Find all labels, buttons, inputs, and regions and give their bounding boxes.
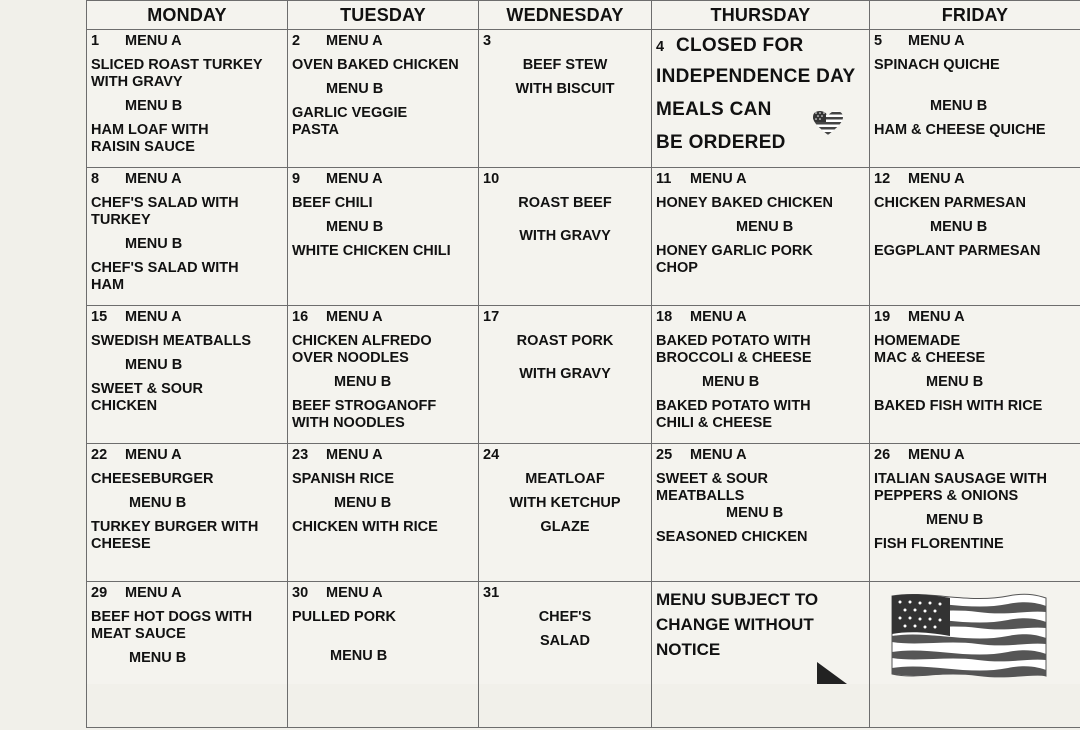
day-cell	[870, 30, 1080, 168]
menu-b-item: WHITE CHICKEN CHILI	[292, 243, 474, 260]
day-number: 23	[292, 447, 326, 464]
menu-b-item: PASTA	[292, 122, 474, 139]
notice-line: NOTICE	[656, 637, 865, 662]
menu-a-item: TURKEY	[91, 212, 283, 229]
day-cell	[652, 582, 870, 728]
menu-a-item: SLICED ROAST TURKEY	[91, 57, 283, 74]
meal-line: SALAD	[483, 633, 647, 650]
day-number: 22	[91, 447, 125, 464]
notice-line: MENU SUBJECT TO	[656, 587, 865, 612]
menu-a-label: MENU A	[125, 447, 182, 463]
menu-b-label: MENU B	[292, 374, 474, 391]
menu-b-label: MENU B	[656, 374, 865, 391]
menu-b-item: BAKED POTATO WITH	[656, 398, 865, 415]
day-number: 29	[91, 585, 125, 602]
menu-a-label: MENU A	[690, 309, 747, 325]
menu-a-label: MENU A	[326, 447, 383, 463]
menu-b-item: CHOP	[656, 260, 865, 277]
holiday-line: BE ORDERED	[656, 130, 865, 155]
day-cell	[870, 306, 1080, 444]
day-number: 24	[483, 447, 517, 464]
menu-b-item: BAKED FISH WITH RICE	[874, 398, 1076, 415]
day-cell	[479, 168, 652, 306]
header-monday: MONDAY	[87, 1, 288, 30]
notice-line: CHANGE WITHOUT	[656, 612, 865, 637]
day-cell	[288, 306, 479, 444]
menu-a-item: SWEDISH MEATBALLS	[91, 333, 283, 350]
day-cell	[288, 168, 479, 306]
day-cell	[87, 582, 288, 728]
menu-b-label: MENU B	[91, 357, 283, 374]
menu-b-label: MENU B	[874, 374, 1076, 391]
menu-b-item: SEASONED CHICKEN	[656, 529, 865, 546]
menu-b-label: MENU B	[91, 236, 283, 253]
menu-a-label: MENU A	[326, 33, 383, 49]
menu-b-item: HAM LOAF WITH	[91, 122, 283, 139]
day-number: 19	[874, 309, 908, 326]
pencil-tip-icon	[817, 654, 857, 684]
american-flag-icon	[888, 590, 1048, 680]
menu-a-item: CHICKEN ALFREDO	[292, 333, 474, 350]
holiday-line: CLOSED FOR	[676, 35, 804, 56]
menu-a-item: SWEET & SOUR	[656, 471, 865, 488]
day-cell	[87, 30, 288, 168]
day-number: 26	[874, 447, 908, 464]
menu-b-item: BEEF STROGANOFF	[292, 398, 474, 415]
menu-b-label: MENU B	[656, 219, 865, 236]
menu-a-item: SPANISH RICE	[292, 471, 474, 488]
menu-b-label: MENU B	[91, 98, 283, 115]
menu-b-label: MENU B	[292, 495, 474, 512]
header-friday: FRIDAY	[870, 1, 1080, 30]
day-number: 30	[292, 585, 326, 602]
menu-b-item: CHEF'S SALAD WITH	[91, 260, 283, 277]
day-number: 4	[656, 35, 676, 60]
menu-b-item: CHILI & CHEESE	[656, 415, 865, 432]
menu-a-item: PULLED PORK	[292, 609, 474, 626]
menu-a-label: MENU A	[908, 447, 965, 463]
day-number: 16	[292, 309, 326, 326]
menu-a-item: CHICKEN PARMESAN	[874, 195, 1076, 212]
meal-line: WITH KETCHUP	[483, 495, 647, 512]
day-number: 2	[292, 33, 326, 50]
menu-a-item: BEEF HOT DOGS WITH	[91, 609, 283, 626]
holiday-line: INDEPENDENCE DAY	[656, 64, 865, 89]
menu-b-label: MENU B	[292, 81, 474, 98]
day-cell	[479, 30, 652, 168]
menu-b-item: CHICKEN WITH RICE	[292, 519, 474, 536]
menu-a-item: HONEY BAKED CHICKEN	[656, 195, 865, 212]
menu-a-item: CHEF'S SALAD WITH	[91, 195, 283, 212]
day-number: 31	[483, 585, 517, 602]
meal-line: WITH GRAVY	[483, 228, 647, 245]
day-number: 9	[292, 171, 326, 188]
menu-b-item: RAISIN SAUCE	[91, 139, 283, 156]
menu-a-item: BEEF CHILI	[292, 195, 474, 212]
day-cell	[288, 582, 479, 728]
menu-b-label: MENU B	[91, 650, 283, 667]
day-number: 1	[91, 33, 125, 50]
menu-b-label: MENU B	[292, 648, 474, 665]
meal-line: MEATLOAF	[483, 471, 647, 488]
day-cell	[870, 582, 1080, 728]
header-thursday: THURSDAY	[652, 1, 870, 30]
menu-a-label: MENU A	[125, 585, 182, 601]
menu-calendar	[86, 0, 1080, 728]
menu-b-label: MENU B	[874, 219, 1076, 236]
day-cell	[652, 444, 870, 582]
day-number: 10	[483, 171, 517, 188]
header-tuesday: TUESDAY	[288, 1, 479, 30]
menu-b-label: MENU B	[292, 219, 474, 236]
day-cell	[870, 444, 1080, 582]
day-number: 17	[483, 309, 517, 326]
day-cell	[288, 444, 479, 582]
menu-a-item: SPINACH QUICHE	[874, 57, 1076, 74]
day-cell	[652, 306, 870, 444]
day-cell	[87, 444, 288, 582]
day-cell	[652, 168, 870, 306]
menu-b-item: TURKEY BURGER WITH	[91, 519, 283, 536]
menu-b-item: HAM	[91, 277, 283, 294]
menu-a-item: BAKED POTATO WITH	[656, 333, 865, 350]
meal-line: WITH GRAVY	[483, 366, 647, 383]
menu-a-item: HOMEMADE	[874, 333, 1076, 350]
day-cell	[288, 30, 479, 168]
menu-a-label: MENU A	[125, 33, 182, 49]
menu-a-item: PEPPERS & ONIONS	[874, 488, 1076, 505]
day-cell	[87, 306, 288, 444]
meal-line: BEEF STEW	[483, 57, 647, 74]
day-number: 15	[91, 309, 125, 326]
menu-b-label: MENU B	[91, 495, 283, 512]
meal-line: GLAZE	[483, 519, 647, 536]
day-cell	[479, 582, 652, 728]
week-row	[87, 444, 1080, 582]
menu-a-item: CHEESEBURGER	[91, 471, 283, 488]
menu-a-label: MENU A	[908, 171, 965, 187]
holiday-line: MEALS CAN	[656, 97, 865, 122]
menu-a-item: OVER NOODLES	[292, 350, 474, 367]
menu-a-item: MEATBALLS	[656, 488, 865, 505]
day-cell	[652, 30, 870, 168]
header-wednesday: WEDNESDAY	[479, 1, 652, 30]
heart-flag-icon	[812, 110, 844, 136]
menu-b-item: GARLIC VEGGIE	[292, 105, 474, 122]
week-row	[87, 30, 1080, 168]
menu-a-label: MENU A	[125, 309, 182, 325]
menu-a-item: MAC & CHEESE	[874, 350, 1076, 367]
menu-a-label: MENU A	[690, 447, 747, 463]
week-row	[87, 168, 1080, 306]
menu-a-item: BROCCOLI & CHEESE	[656, 350, 865, 367]
week-row	[87, 582, 1080, 728]
menu-a-item: WITH GRAVY	[91, 74, 283, 91]
menu-b-label: MENU B	[656, 505, 865, 522]
menu-a-label: MENU A	[125, 171, 182, 187]
menu-a-label: MENU A	[690, 171, 747, 187]
menu-a-item: ITALIAN SAUSAGE WITH	[874, 471, 1076, 488]
day-cell	[870, 168, 1080, 306]
menu-b-item: CHEESE	[91, 536, 283, 553]
menu-b-item: CHICKEN	[91, 398, 283, 415]
week-row	[87, 306, 1080, 444]
day-number: 18	[656, 309, 690, 326]
menu-a-item: OVEN BAKED CHICKEN	[292, 57, 474, 74]
weekday-header-row	[87, 1, 1080, 30]
day-number: 12	[874, 171, 908, 188]
menu-b-item: WITH NOODLES	[292, 415, 474, 432]
menu-b-item: FISH FLORENTINE	[874, 536, 1076, 553]
menu-b-item: EGGPLANT PARMESAN	[874, 243, 1076, 260]
menu-b-item: SWEET & SOUR	[91, 381, 283, 398]
meal-line: ROAST PORK	[483, 333, 647, 350]
day-number: 3	[483, 33, 517, 50]
menu-b-label: MENU B	[874, 98, 1076, 115]
menu-a-label: MENU A	[908, 33, 965, 49]
menu-a-label: MENU A	[908, 309, 965, 325]
menu-a-label: MENU A	[326, 309, 383, 325]
day-number: 25	[656, 447, 690, 464]
meal-line: WITH BISCUIT	[483, 81, 647, 98]
day-number: 8	[91, 171, 125, 188]
menu-a-label: MENU A	[326, 585, 383, 601]
day-cell	[479, 306, 652, 444]
meal-line: ROAST BEEF	[483, 195, 647, 212]
day-cell	[479, 444, 652, 582]
meal-line: CHEF'S	[483, 609, 647, 626]
menu-a-label: MENU A	[326, 171, 383, 187]
menu-a-item: MEAT SAUCE	[91, 626, 283, 643]
day-cell	[87, 168, 288, 306]
menu-b-item: HAM & CHEESE QUICHE	[874, 122, 1076, 139]
menu-b-label: MENU B	[874, 512, 1076, 529]
menu-b-item: HONEY GARLIC PORK	[656, 243, 865, 260]
day-number: 5	[874, 33, 908, 50]
day-number: 11	[656, 171, 690, 188]
